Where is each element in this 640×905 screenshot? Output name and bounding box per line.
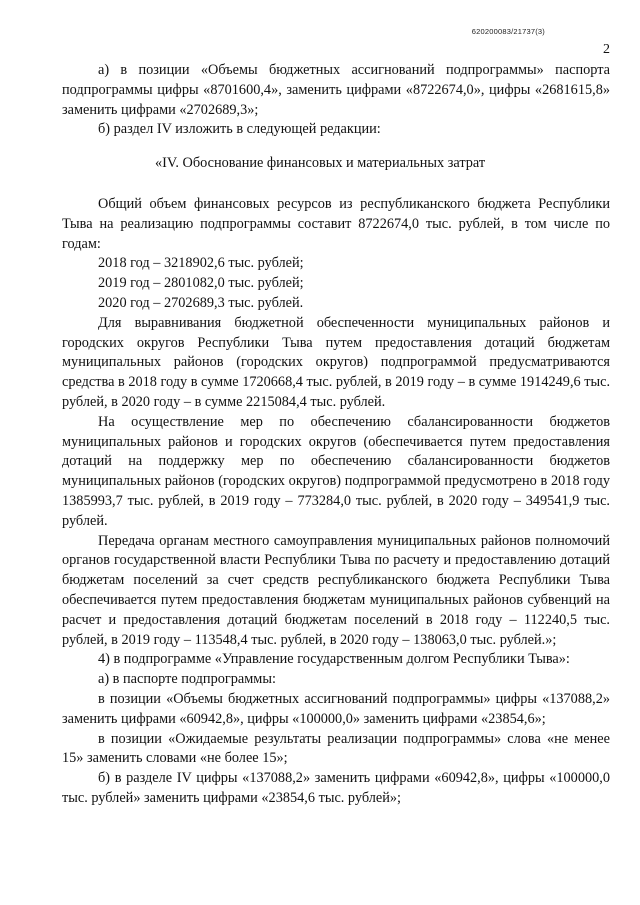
year-line-2020: 2020 год – 2702689,3 тыс. рублей.	[98, 294, 304, 311]
paragraph-section-iv: б) в разделе IV цифры «137088,2» заменить цифрами «60942,8», цифры «100000,0 тыс. рублей» заменить цифрами «23854,6 тыс. рублей»;	[62, 770, 610, 806]
document-id: 620200083/21737(3)	[471, 27, 545, 36]
paragraph-amendment-a: а) в позиции «Объемы бюджетных ассигнований подпрограммы» паспорта подпрограммы цифры «8701600,4», заменить цифрами «8722674,0», цифры «2681615,8» заменить цифрами «2702689,3»;	[62, 62, 610, 118]
year-line-2018: 2018 год – 3218902,6 тыс. рублей;	[98, 255, 304, 272]
year-line-2019: 2019 год – 2801082,0 тыс. рублей;	[98, 275, 304, 292]
paragraph-transfer: Передача органам местного самоуправления муниципальных районов полномочий органов государственной власти Республики Тыва по расчету и предоставлению дотаций бюджетам поселений за счет средств республиканского бюджета Республики Тыва обеспечивается путем предоставления бюджетам муниципальных районов субвенций на расчет и предоставления дотаций бюджетам поселений в 2018 году – 112240,5 тыс. рублей, в 2019 году – 113548,4 тыс. рублей, в 2020 году – 138063,0 тыс. рублей.»;	[62, 532, 610, 648]
paragraph-debt-subprogram: 4) в подпрограмме «Управление государственным долгом Республики Тыва»:	[98, 651, 570, 668]
paragraph-total-volume: Общий объем финансовых ресурсов из республиканского бюджета Республики Тыва на реализацию подпрограммы составит 8722674,0 тыс. рублей, в том числе по годам:	[62, 195, 610, 252]
document-body	[62, 61, 610, 809]
paragraph-amendment-b: б) раздел IV изложить в следующей редакции:	[98, 121, 381, 138]
paragraph-equalization: Для выравнивания бюджетной обеспеченности муниципальных районов и городских округов Республики Тыва путем предоставления дотаций бюджетам муниципальных районов (городских округов) подпрограммой предусматриваются средства в 2018 году в сумме 1720668,4 тыс. рублей, в 2019 году – в сумме 1914249,6 тыс. рублей, в 2020 году – в сумме 2215084,4 тыс. рублей.	[62, 314, 611, 410]
paragraph-passport: а) в паспорте подпрограммы:	[98, 671, 276, 688]
paragraph-expected-results: в позиции «Ожидаемые результаты реализации подпрограммы» слова «не менее 15» заменить словами «не более 15»;	[62, 730, 610, 767]
page-number: 2	[603, 42, 610, 57]
section-heading: «IV. Обоснование финансовых и материальных затрат	[155, 155, 486, 172]
paragraph-balance: На осуществление мер по обеспечению сбалансированности бюджетов муниципальных районов и городских округов (обеспечивается путем предоставления дотаций на поддержку мер по обеспечению сбалансированности бюджетов муниципальных районов (городских округов) подпрограммой предусмотрено в 2018 году 1385993,7 тыс. рублей, в 2019 году – 773284,0 тыс. рублей, в 2020 году – 349541,9 тыс. рублей.	[62, 413, 610, 529]
paragraph-budget-position: в позиции «Объемы бюджетных ассигнований подпрограммы» цифры «137088,2» заменить цифрами «60942,8», цифры «100000,0» заменить цифрами «23854,6»;	[62, 690, 610, 727]
